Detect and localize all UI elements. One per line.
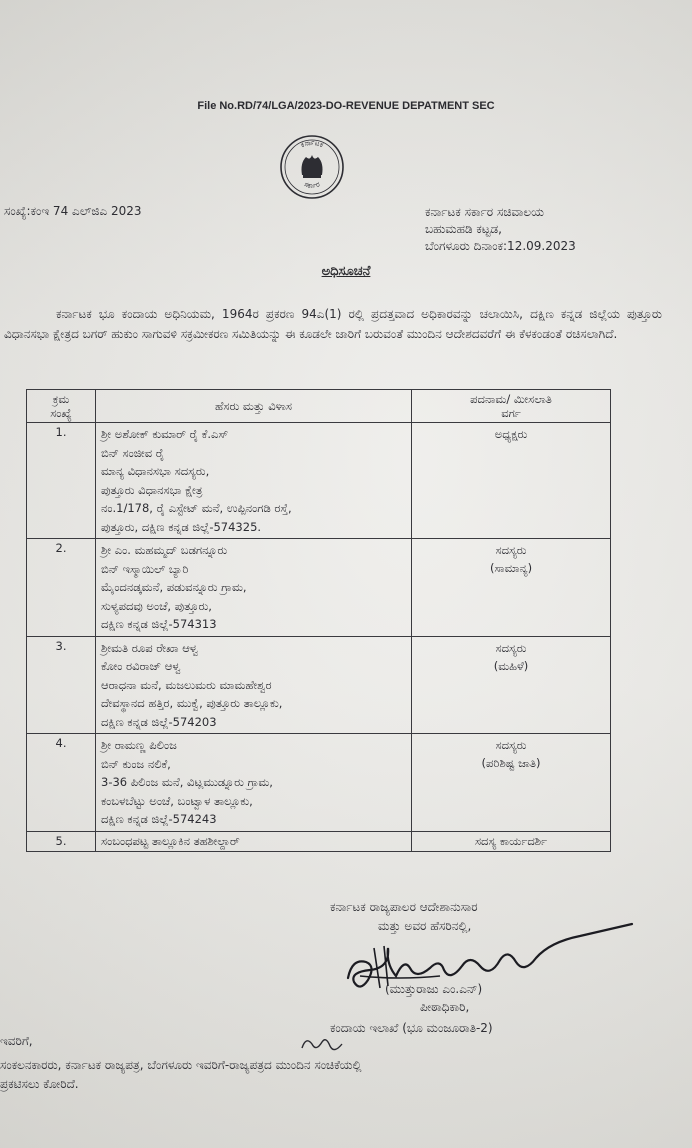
designation-cell xyxy=(412,734,611,832)
name-address-cell xyxy=(96,539,412,637)
svg-text:ಸರ್ಕಾರ xyxy=(303,180,321,189)
designation-text: ಸದಸ್ಯರು xyxy=(495,738,527,752)
sl-no-cell: 2. xyxy=(27,539,96,637)
table-row xyxy=(27,423,611,539)
address-line: ದಕ್ಷಿಣ ಕನ್ನಡ ಜಿಲ್ಲೆ-574203 xyxy=(101,714,217,729)
svg-text:ಕರ್ನಾಟಕ xyxy=(300,139,325,150)
address-line: ಆರಾಧನಾ ಮನೆ, ಮಜಲುಮರು ಮಾಮಹೇಶ್ವರ xyxy=(101,677,272,692)
government-emblem-icon xyxy=(278,133,346,201)
address-line: ಮಾನ್ಯ ವಿಧಾನಸಭಾ ಸದಸ್ಯರು, xyxy=(101,464,210,478)
table-row xyxy=(27,734,611,832)
address-line: ಬಿನ್ ಕುಂಜ ನಲಿಕೆ, xyxy=(101,756,171,771)
designation-text: ಸದಸ್ಯರು xyxy=(495,640,527,655)
recipient-label: ಇವರಿಗೆ, xyxy=(0,1034,33,1048)
address-line: ಪುತ್ತೂರು ವಿಧಾನಸಭಾ ಕ್ಷೇತ್ರ xyxy=(101,482,203,497)
address-line: ಪುತ್ತೂರು, ದಕ್ಷಿಣ ಕನ್ನಡ ಜಿಲ್ಲೆ-574325. xyxy=(101,519,262,534)
notification-heading: ಅಧಿಸೂಚನೆ xyxy=(321,264,371,279)
name-address-header: ಹೆಸರು ಮತ್ತು ವಿಳಾಸ xyxy=(96,390,412,423)
address-line: ದಕ್ಷಿಣ ಕನ್ನಡ ಜಿಲ್ಲೆ-574243 xyxy=(101,812,217,826)
signer-department: ಕಂದಾಯ ಇಲಾಖೆ (ಭೂ ಮಂಜೂರಾತಿ-2) xyxy=(330,1021,493,1035)
committee-members-table xyxy=(26,389,611,852)
authorization-line: ಮತ್ತು ಅವರ ಹೆಸರಿನಲ್ಲಿ, xyxy=(378,919,472,933)
body-paragraph: ಕರ್ನಾಟಕ ಭೂ ಕಂದಾಯ ಅಧಿನಿಯಮ, 1964ರ ಪ್ರಕರಣ 94ಎ(1) ರಲ್ಲಿ ಪ್ರದತ್ತವಾದ ಅಧಿಕಾರವನ್ನು ಚಲಾಯಿಸಿ, ದಕ್ಷಿಣ ಕನ್ನಡ ಜಿಲ್ಲೆಯ ಪುತ್ತೂರು ವಿಧಾನಸಭಾ ಕ್ಷೇತ್ರದ ಬಗರ್ ಹುಕುಂ ಸಾಗುವಳಿ ಸಕ್ರಮೀಕರಣ ಸಮಿತಿಯನ್ನು ಈ ಕೂಡಲೇ ಜಾರಿಗೆ ಬರುವಂತೆ ಮುಂದಿನ ಆದೇಶದವರೆಗೆ ಈ ಕೆಳಕಂಡಂತೆ ರಚಿಸಲಾಗಿದೆ. xyxy=(4,307,662,341)
office-line: ಕರ್ನಾಟಕ ಸರ್ಕಾರ ಸಚಿವಾಲಯ xyxy=(425,205,544,219)
address-line: ಶ್ರೀಮತಿ ರೂಪ ರೇಖಾ ಆಳ್ವ xyxy=(101,640,199,655)
file-number: File No.RD/74/LGA/2023-DO-REVENUE DEPATMENT SEC xyxy=(197,100,495,112)
reference-number: ಸಂಖ್ಯೆ:ಕಂಇ 74 ಎಲ್‌ಜಿಎ 2023 xyxy=(4,204,142,218)
table-row xyxy=(27,636,611,734)
copy-to-line: ಪ್ರಕಟಿಸಲು ಕೋರಿದೆ. xyxy=(0,1077,79,1091)
designation-cell xyxy=(412,636,611,734)
name-address-cell xyxy=(96,636,412,734)
sl-no-header: ಕ್ರಮ ಸಂಖ್ಯೆ xyxy=(27,390,96,423)
signer-name: (ಮುತ್ತುರಾಜು ಎಂ.ಎನ್) xyxy=(385,982,483,996)
designation-text: ಅಧ್ಯಕ್ಷರು xyxy=(494,427,528,441)
address-line: ಶ್ರೀ ರಾಮಣ್ಣ ಪಿಲಿಂಜ xyxy=(101,738,177,752)
office-date-line: ಬೆಂಗಳೂರು ದಿನಾಂಕ:12.09.2023 xyxy=(425,239,576,253)
designation-cell xyxy=(412,831,611,851)
office-line: ಬಹುಮಹಡಿ ಕಟ್ಟಡ, xyxy=(425,222,502,236)
designation-text: ಸದಸ್ಯರು xyxy=(495,543,527,557)
handwritten-initials xyxy=(298,1032,346,1058)
sl-no-cell: 3. xyxy=(27,636,96,734)
name-address-cell xyxy=(96,734,412,832)
address-line: ಸಂಬಂಧಪಟ್ಟ ತಾಲ್ಲೂಕಿನ ತಹಶೀಲ್ದಾರ್ xyxy=(101,833,240,848)
address-line: ಶ್ರೀ ಅಶೋಕ್ ಕುಮಾರ್ ರೈ ಕೆ.ಎಸ್ xyxy=(101,427,229,441)
address-line: ಸುಳ್ಯಪದವು ಅಂಚೆ, ಪುತ್ತೂರು, xyxy=(101,598,212,613)
sl-no-cell: 5. xyxy=(27,831,96,851)
address-line: ಶ್ರೀ ಎಂ. ಮಹಮ್ಮದ್ ಬಡಗನ್ನೂರು xyxy=(101,543,228,557)
designation-text: ಸದಸ್ಯ ಕಾರ್ಯದರ್ಶಿ xyxy=(474,833,548,848)
signer-designation: ಪೀಠಾಧಿಕಾರಿ, xyxy=(420,1000,470,1014)
emblem-bottom-text: ಸರ್ಕಾರ xyxy=(303,180,321,190)
designation-header: ಪದನಾಮ/ ಮೀಸಲಾತಿ ವರ್ಗ xyxy=(412,390,611,423)
name-address-cell xyxy=(96,423,412,539)
sl-no-cell: 4. xyxy=(27,734,96,832)
address-line: ಮೈಂದನಡ್ಕಮನೆ, ಪಡುವನ್ನೂರು ಗ್ರಾಮ, xyxy=(101,580,247,594)
table-row xyxy=(27,831,611,851)
address-line: ಬಿನ್ ಸಂಜೀವ ರೈ xyxy=(101,445,165,460)
issuing-office xyxy=(425,204,576,255)
address-line: ದೇವಸ್ಥಾನದ ಹತ್ತಿರ, ಮುಕ್ವೆ, ಪುತ್ತೂರು ತಾಲ್ಲೂಕು, xyxy=(101,696,283,710)
category-text: (ಮಹಿಳೆ) xyxy=(493,658,529,673)
address-line: ಕಂಬಳಬೆಟ್ಟು ಅಂಚೆ, ಬಂಟ್ವಾಳ ತಾಲ್ಲೂಕು, xyxy=(101,793,253,808)
address-line: ಕೋಂ ರವಿರಾಜ್ ಆಳ್ವ xyxy=(101,659,181,673)
table-row xyxy=(27,539,611,637)
name-address-cell xyxy=(96,831,412,851)
table-header-row xyxy=(27,390,611,423)
category-text: (ಪರಿಶಿಷ್ಟ ಜಾತಿ) xyxy=(481,756,541,770)
emblem-top-text: ಕರ್ನಾಟಕ xyxy=(299,138,325,150)
designation-cell xyxy=(412,539,611,637)
address-line: ದಕ್ಷಿಣ ಕನ್ನಡ ಜಿಲ್ಲೆ-574313 xyxy=(101,617,217,631)
category-text: (ಸಾಮಾನ್ಯ) xyxy=(489,561,533,575)
authorization-line: ಕರ್ನಾಟಕ ರಾಜ್ಯಪಾಲರ ಆದೇಶಾನುಸಾರ xyxy=(330,900,478,914)
copy-to-line: ಸಂಕಲನಕಾರರು, ಕರ್ನಾಟಕ ರಾಜ್ಯಪತ್ರ, ಬೆಂಗಳೂರು ಇವರಿಗೆ-ರಾಜ್ಯಪತ್ರದ ಮುಂದಿನ ಸಂಚಿಕೆಯಲ್ಲಿ xyxy=(0,1058,362,1072)
sl-no-cell: 1. xyxy=(27,423,96,539)
address-line: 3-36 ಪಿಲಿಂಜ ಮನೆ, ವಿಟ್ಲಮುಡ್ನೂರು ಗ್ರಾಮ, xyxy=(101,775,273,789)
notification-body xyxy=(4,304,662,344)
designation-cell xyxy=(412,423,611,539)
address-line: ಬಿನ್ ಇಸ್ಮಾಯಿಲ್ ಬ್ಯಾರಿ xyxy=(101,561,189,576)
address-line: ನಂ.1/178, ರೈ ಎಸ್ಟೇಟ್ ಮನೆ, ಉಪ್ಪಿನಂಗಡಿ ರಸ್ತೆ, xyxy=(101,501,292,515)
